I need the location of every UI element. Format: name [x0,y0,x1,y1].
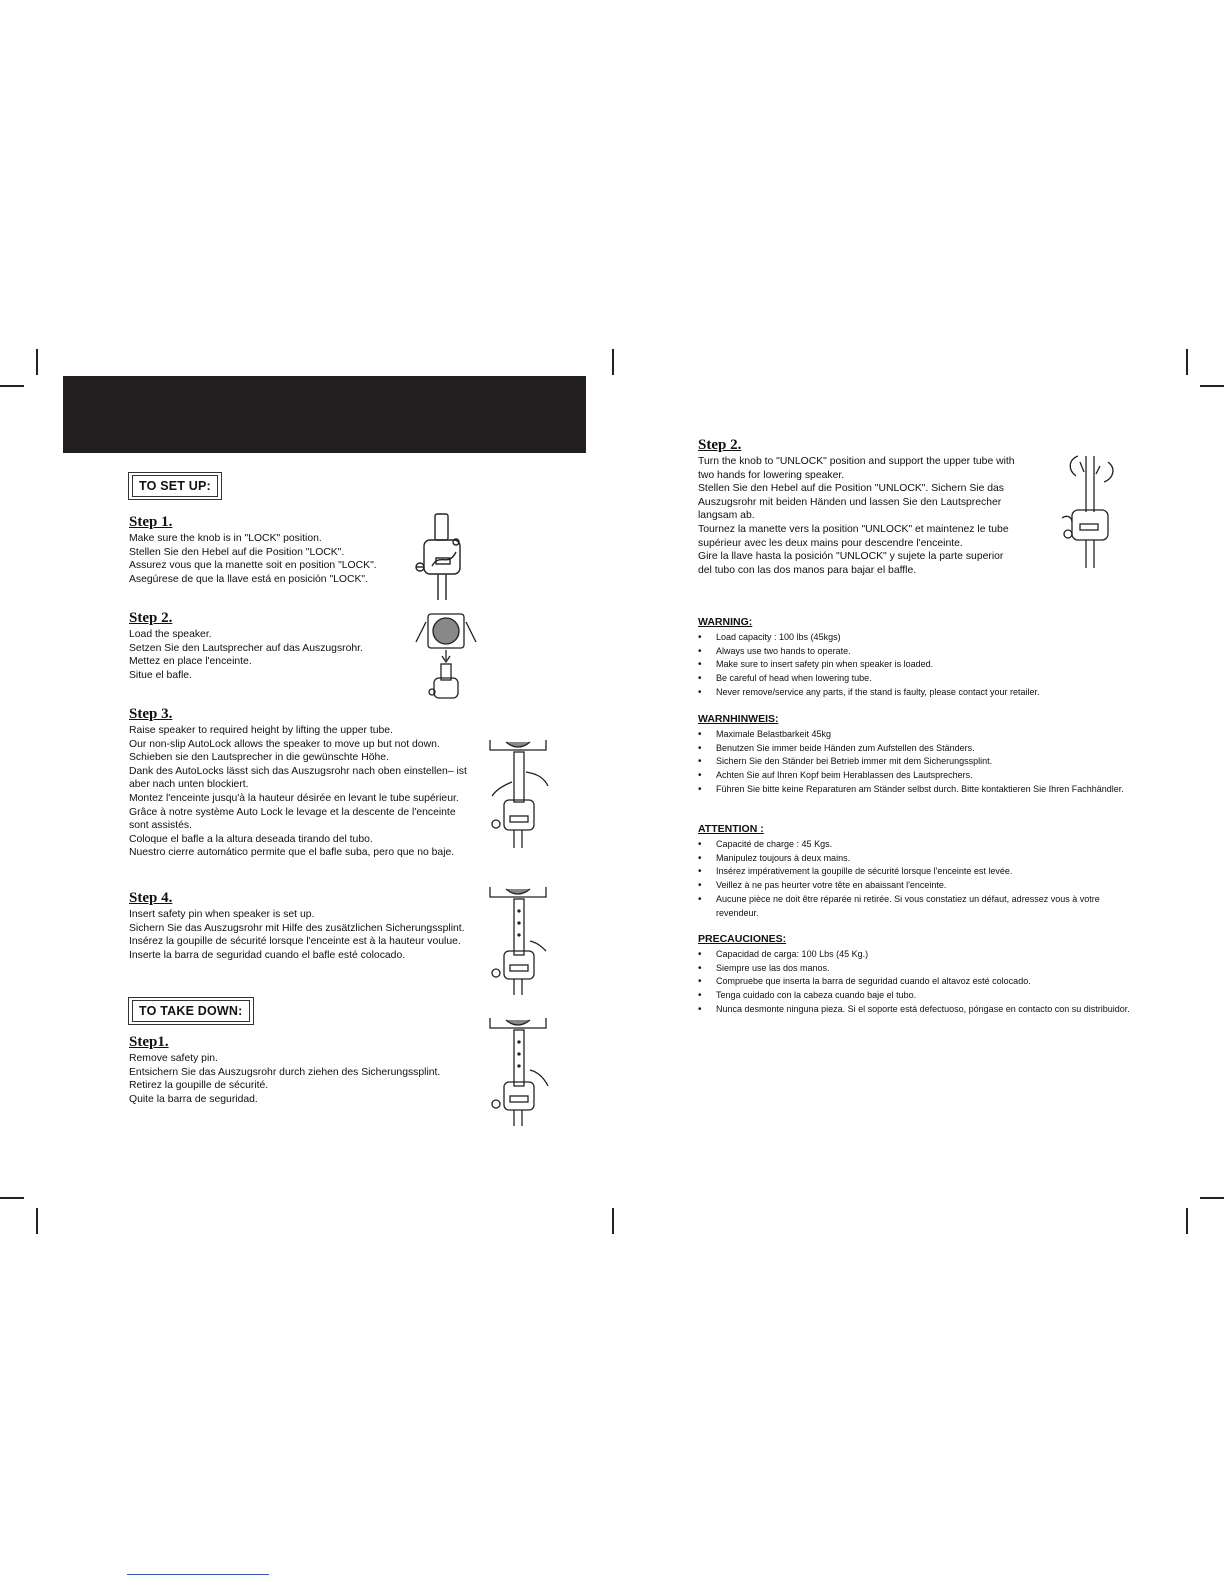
step-line: Insérez la goupille de sécurité lorsque l'enceinte est à la hauteur voulue. [129,936,461,948]
warning-item: • Achten Sie auf Ihren Kopf beim Herablassen des Lautsprechers. [698,769,1138,783]
step-line: Our non-slip AutoLock allows the speaker to move up but not down. [129,738,440,750]
step-line: Insert safety pin when speaker is set up. [129,909,315,920]
crop-mark [1186,1208,1188,1234]
warning-item: • Load capacity : 100 lbs (45kgs) [698,631,1138,645]
crop-mark [36,1208,38,1234]
crop-mark [36,349,38,375]
step-line: Tournez la manette vers la position "UNLOCK" et maintenez le tube [698,523,1009,535]
setup-step-2 [129,610,419,682]
step-line: Coloque el bafle a la altura deseada tirando del tubo. [129,833,373,845]
step-line: Quite la barra de seguridad. [129,1093,258,1105]
crop-mark [0,385,24,387]
step-line: Stellen Sie den Hebel auf die Position "UNLOCK". Sichern Sie das [698,483,1004,495]
warning-item: • Insérez impérativement la goupille de sécurité lorsque l'enceinte est levée. [698,865,1138,879]
crop-mark [0,1197,24,1199]
warning-item: • Aucune pièce ne doit être réparée ni retirée. Si vous constatiez un défaut, adressez vous à votre revendeur. [698,893,1138,920]
warning-section-en [698,616,1138,700]
step-line: Gire la llave hasta la posición "UNLOCK" y sujete la parte superior [698,551,1004,563]
crop-mark [612,1208,614,1234]
crop-mark [1200,385,1224,387]
warning-item: • Always use two hands to operate. [698,645,1138,659]
footer-rule [127,1574,269,1575]
step-line: Load the speaker. [129,629,212,640]
step-line: two hands for lowering speaker. [698,469,845,481]
warning-heading: WARNHINWEIS: [698,713,779,725]
crop-mark [1186,349,1188,375]
step-line: Inserte la barra de seguridad cuando el bafle esté colocado. [129,949,406,961]
step-line: Setzen Sie den Lautsprecher auf das Auszugsrohr. [129,642,363,654]
crop-mark [1200,1197,1224,1199]
step-line: Dank des AutoLocks lässt sich das Auszugsrohr nach oben einstellen– ist [129,765,467,777]
step-line: Montez l'enceinte jusqu'à la hauteur désirée en levant le tube supérieur. [129,792,459,804]
step-line: Turn the knob to "UNLOCK" position and support the upper tube with [698,456,1015,467]
step-line: Remove safety pin. [129,1053,218,1064]
step-line: sont assistés. [129,820,192,832]
step-line: Schieben sie den Lautsprecher in die gewünschte Höhe. [129,752,389,764]
step-line: Stellen Sie den Hebel auf die Position "LOCK". [129,546,345,558]
step-line: Make sure the knob is in "LOCK" position. [129,533,322,544]
warning-item: • Manipulez toujours à deux mains. [698,852,1138,866]
takedown-label-box [128,997,254,1025]
setup-step-4 [129,890,479,962]
warning-item: • Be careful of head when lowering tube. [698,672,1138,686]
warning-section-fr [698,823,1138,920]
step-line: Nuestro cierre automático permite que el bafle suba, pero que no baje. [129,847,455,859]
warning-list [698,948,1138,1017]
warning-item: • Nunca desmonte ninguna pieza. Si el soporte está defectuoso, póngase en contacto con su distribuidor. [698,1003,1138,1017]
step-line: Raise speaker to required height by lifting the upper tube. [129,725,393,736]
takedown-step-2 [698,437,1038,577]
step-title: Step 4. [129,890,173,906]
load-speaker-illustration [410,612,482,704]
safety-pin-illustration [486,885,552,997]
step-line: Assurez vous que la manette soit en position "LOCK". [129,560,377,572]
step-line: Sichern Sie das Auszugsrohr mit Hilfe des zusätzlichen Sicherungssplint. [129,922,465,934]
warning-item: • Capacidad de carga: 100 Lbs (45 Kg.) [698,948,1138,962]
warning-list [698,631,1138,700]
step-line: Entsichern Sie das Auszugsrohr durch ziehen des Sicherungssplint. [129,1066,441,1078]
warning-section-es [698,933,1138,1017]
warning-heading: WARNING: [698,616,753,628]
step-title: Step 2. [698,437,742,453]
stand-lock-illustration [412,512,472,602]
warning-item: • Sichern Sie den Ständer bei Betrieb immer mit dem Sicherungssplint. [698,755,1138,769]
warning-item: • Veillez à ne pas heurter votre tête en abaissant l'enceinte. [698,879,1138,893]
remove-pin-illustration [486,1016,552,1128]
takedown-label: TO TAKE DOWN: [132,1000,250,1022]
step-line: Grâce à notre système Auto Lock le levage et la descente de l'enceinte [129,806,456,818]
step-line: Asegúrese de que la llave está en posición "LOCK". [129,573,368,585]
warning-list [698,728,1138,797]
step-line: Auszugsrohr mit beiden Händen und lassen Sie den Lautsprecher [698,496,1002,508]
step-line: Mettez en place l'enceinte. [129,656,252,668]
warning-item: • Führen Sie bitte keine Reparaturen am Ständer selbst durch. Bitte kontaktieren Sie Ihren Fachhändler. [698,783,1138,797]
step-line: supérieur avec les deux mains pour descendre l'enceinte. [698,537,963,549]
warning-section-de [698,713,1138,797]
setup-step-1 [129,514,419,586]
setup-label: TO SET UP: [132,475,218,497]
header-band [63,376,586,453]
warning-item: • Siempre use las dos manos. [698,962,1138,976]
crop-mark [612,349,614,375]
setup-step-3 [129,706,479,860]
step-title: Step 3. [129,706,173,722]
step-line: langsam ab. [698,510,755,522]
warning-list [698,838,1138,920]
warning-item: • Benutzen Sie immer beide Händen zum Aufstellen des Ständers. [698,742,1138,756]
raise-speaker-illustration [486,738,552,850]
step-line: Retirez la goupille de sécurité. [129,1080,269,1092]
step-title: Step1. [129,1034,169,1050]
step-line: del tubo con las dos manos para bajar el baffle. [698,564,917,576]
warning-item: • Maximale Belastbarkeit 45kg [698,728,1138,742]
warning-heading: ATTENTION : [698,823,764,835]
warning-item: • Never remove/service any parts, if the stand is faulty, please contact your retailer. [698,686,1138,700]
warning-item: • Capacité de charge : 45 Kgs. [698,838,1138,852]
step-title: Step 1. [129,514,173,530]
warning-item: • Compruebe que inserta la barra de seguridad cuando el altavoz esté colocado. [698,975,1138,989]
step-title: Step 2. [129,610,173,626]
unlock-lower-illustration [1058,452,1124,570]
warning-item: • Tenga cuidado con la cabeza cuando baje el tubo. [698,989,1138,1003]
setup-label-box [128,472,222,500]
warning-item: • Make sure to insert safety pin when speaker is loaded. [698,658,1138,672]
warning-heading: PRECAUCIONES: [698,933,787,945]
step-line: aber nach unten blockiert. [129,779,249,791]
takedown-step-1 [129,1034,479,1106]
step-line: Situe el bafle. [129,669,192,681]
